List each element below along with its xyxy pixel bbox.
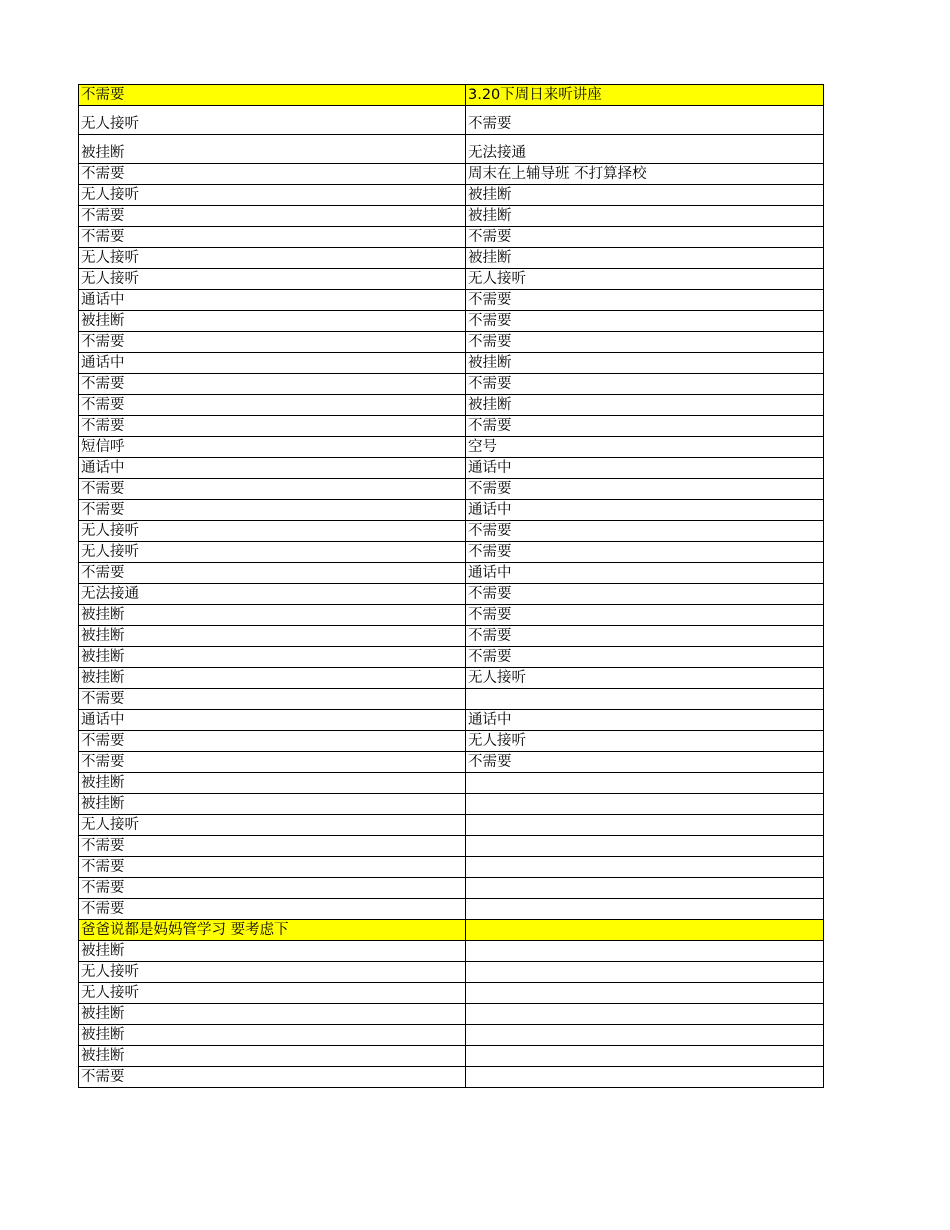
table-row [79, 416, 824, 437]
table-row [79, 1067, 824, 1088]
result-cell-a[interactable]: 被挂断 [79, 1025, 466, 1046]
table-row [79, 227, 824, 248]
result-cell-b[interactable] [466, 794, 824, 815]
result-cell-b[interactable]: 不需要 [466, 647, 824, 668]
result-cell-a[interactable]: 无法接通 [79, 584, 466, 605]
result-cell-a[interactable]: 无人接听 [79, 962, 466, 983]
result-cell-a[interactable]: 通话中 [79, 353, 466, 374]
table-row [79, 479, 824, 500]
sheet-body [79, 85, 824, 1088]
table-row [79, 374, 824, 395]
result-cell-b[interactable]: 通话中 [466, 563, 824, 584]
result-cell-b[interactable]: 无人接听 [466, 269, 824, 290]
call-log-sheet [78, 84, 824, 1088]
result-cell-b[interactable]: 不需要 [466, 479, 824, 500]
result-cell-b[interactable]: 无法接通 [466, 135, 824, 164]
result-cell-b[interactable]: 被挂断 [466, 395, 824, 416]
result-cell-a[interactable]: 不需要 [79, 500, 466, 521]
table-row [79, 1025, 824, 1046]
table-row [79, 521, 824, 542]
result-cell-b[interactable]: 不需要 [466, 626, 824, 647]
result-cell-b[interactable]: 无人接听 [466, 731, 824, 752]
result-cell-a[interactable]: 无人接听 [79, 815, 466, 836]
result-cell-b[interactable] [466, 689, 824, 710]
result-cell-b[interactable] [466, 773, 824, 794]
result-cell-b[interactable]: 空号 [466, 437, 824, 458]
result-cell-b[interactable]: 不需要 [466, 290, 824, 311]
result-cell-a[interactable]: 被挂断 [79, 1004, 466, 1025]
result-cell-b[interactable]: 不需要 [466, 521, 824, 542]
result-cell-a[interactable]: 被挂断 [79, 311, 466, 332]
table-row [79, 584, 824, 605]
result-cell-a[interactable]: 不需要 [79, 416, 466, 437]
table-row [79, 647, 824, 668]
result-cell-b[interactable]: 不需要 [466, 106, 824, 135]
result-cell-b[interactable]: 被挂断 [466, 206, 824, 227]
result-cell-a[interactable]: 无人接听 [79, 185, 466, 206]
result-cell-a[interactable]: 无人接听 [79, 542, 466, 563]
result-cell-a[interactable]: 不需要 [79, 206, 466, 227]
table-row [79, 85, 824, 106]
table-row [79, 500, 824, 521]
table-row [79, 689, 824, 710]
result-cell-a[interactable]: 被挂断 [79, 605, 466, 626]
result-cell-b[interactable]: 不需要 [466, 374, 824, 395]
table-row [79, 311, 824, 332]
table-row [79, 458, 824, 479]
result-cell-b[interactable]: 周末在上辅导班 不打算择校 [466, 164, 824, 185]
table-row [79, 437, 824, 458]
result-cell-b[interactable]: 不需要 [466, 227, 824, 248]
result-cell-a[interactable]: 无人接听 [79, 106, 466, 135]
table-row [79, 710, 824, 731]
result-cell-b[interactable]: 被挂断 [466, 248, 824, 269]
result-cell-a[interactable]: 不需要 [79, 1067, 466, 1088]
table-row [79, 185, 824, 206]
result-cell-a[interactable]: 通话中 [79, 290, 466, 311]
result-cell-a[interactable]: 不需要 [79, 563, 466, 584]
table-row [79, 206, 824, 227]
result-cell-a[interactable]: 被挂断 [79, 647, 466, 668]
table-row [79, 248, 824, 269]
result-cell-a[interactable]: 不需要 [79, 395, 466, 416]
result-cell-b[interactable]: 不需要 [466, 332, 824, 353]
result-cell-b[interactable]: 不需要 [466, 311, 824, 332]
table-row [79, 920, 824, 941]
table-row [79, 353, 824, 374]
result-cell-b[interactable] [466, 857, 824, 878]
table-row [79, 1046, 824, 1067]
result-cell-b[interactable] [466, 1025, 824, 1046]
table-row [79, 542, 824, 563]
table-row [79, 164, 824, 185]
table-row [79, 395, 824, 416]
table-row [79, 269, 824, 290]
table-row [79, 135, 824, 164]
result-cell-a[interactable]: 不需要 [79, 878, 466, 899]
result-cell-b[interactable]: 通话中 [466, 500, 824, 521]
table-row [79, 106, 824, 135]
result-cell-a[interactable]: 无人接听 [79, 521, 466, 542]
result-cell-a[interactable]: 无人接听 [79, 269, 466, 290]
result-cell-a[interactable]: 不需要 [79, 332, 466, 353]
table-row [79, 941, 824, 962]
table-row [79, 983, 824, 1004]
result-cell-b[interactable] [466, 920, 824, 941]
result-cell-b[interactable] [466, 878, 824, 899]
result-cell-b[interactable]: 不需要 [466, 584, 824, 605]
result-cell-a[interactable]: 爸爸说都是妈妈管学习 要考虑下 [79, 920, 466, 941]
table-row [79, 794, 824, 815]
result-cell-b[interactable] [466, 1067, 824, 1088]
table-row [79, 962, 824, 983]
table-row [79, 836, 824, 857]
result-cell-a[interactable]: 不需要 [79, 164, 466, 185]
table-row [79, 626, 824, 647]
result-cell-a[interactable]: 被挂断 [79, 626, 466, 647]
result-cell-b[interactable] [466, 836, 824, 857]
result-cell-a[interactable]: 被挂断 [79, 1046, 466, 1067]
result-cell-b[interactable]: 无人接听 [466, 668, 824, 689]
result-cell-b[interactable] [466, 1046, 824, 1067]
table-row [79, 857, 824, 878]
result-cell-a[interactable]: 不需要 [79, 479, 466, 500]
result-cell-b[interactable]: 不需要 [466, 752, 824, 773]
result-cell-a[interactable]: 通话中 [79, 458, 466, 479]
result-cell-a[interactable]: 不需要 [79, 227, 466, 248]
table-row [79, 1004, 824, 1025]
result-cell-b[interactable]: 3.20下周日来听讲座 [466, 85, 824, 106]
table-row [79, 752, 824, 773]
result-cell-b[interactable]: 不需要 [466, 605, 824, 626]
result-cell-b[interactable]: 被挂断 [466, 353, 824, 374]
table-row [79, 815, 824, 836]
result-cell-a[interactable]: 被挂断 [79, 794, 466, 815]
table-row [79, 773, 824, 794]
result-cell-b[interactable]: 不需要 [466, 416, 824, 437]
table-row [79, 899, 824, 920]
result-cell-a[interactable]: 被挂断 [79, 135, 466, 164]
result-cell-a[interactable]: 不需要 [79, 857, 466, 878]
result-cell-a[interactable]: 不需要 [79, 689, 466, 710]
result-cell-b[interactable] [466, 815, 824, 836]
result-cell-a[interactable]: 被挂断 [79, 941, 466, 962]
result-cell-a[interactable]: 不需要 [79, 374, 466, 395]
result-cell-a[interactable]: 不需要 [79, 85, 466, 106]
result-cell-b[interactable] [466, 983, 824, 1004]
result-cell-b[interactable] [466, 962, 824, 983]
result-cell-b[interactable] [466, 1004, 824, 1025]
result-cell-b[interactable]: 不需要 [466, 542, 824, 563]
result-cell-b[interactable]: 通话中 [466, 458, 824, 479]
table-row [79, 668, 824, 689]
result-cell-b[interactable]: 被挂断 [466, 185, 824, 206]
result-cell-a[interactable]: 短信呼 [79, 437, 466, 458]
result-cell-a[interactable]: 无人接听 [79, 248, 466, 269]
result-cell-a[interactable]: 不需要 [79, 731, 466, 752]
result-cell-b[interactable] [466, 941, 824, 962]
result-cell-a[interactable]: 无人接听 [79, 983, 466, 1004]
result-cell-a[interactable]: 不需要 [79, 899, 466, 920]
result-cell-b[interactable] [466, 899, 824, 920]
result-cell-a[interactable]: 通话中 [79, 710, 466, 731]
table-row [79, 605, 824, 626]
table-row [79, 332, 824, 353]
result-cell-a[interactable]: 被挂断 [79, 668, 466, 689]
table-row [79, 290, 824, 311]
table-row [79, 878, 824, 899]
result-cell-a[interactable]: 不需要 [79, 836, 466, 857]
table-row [79, 731, 824, 752]
result-cell-b[interactable]: 通话中 [466, 710, 824, 731]
result-cell-a[interactable]: 不需要 [79, 752, 466, 773]
result-cell-a[interactable]: 被挂断 [79, 773, 466, 794]
table-row [79, 563, 824, 584]
